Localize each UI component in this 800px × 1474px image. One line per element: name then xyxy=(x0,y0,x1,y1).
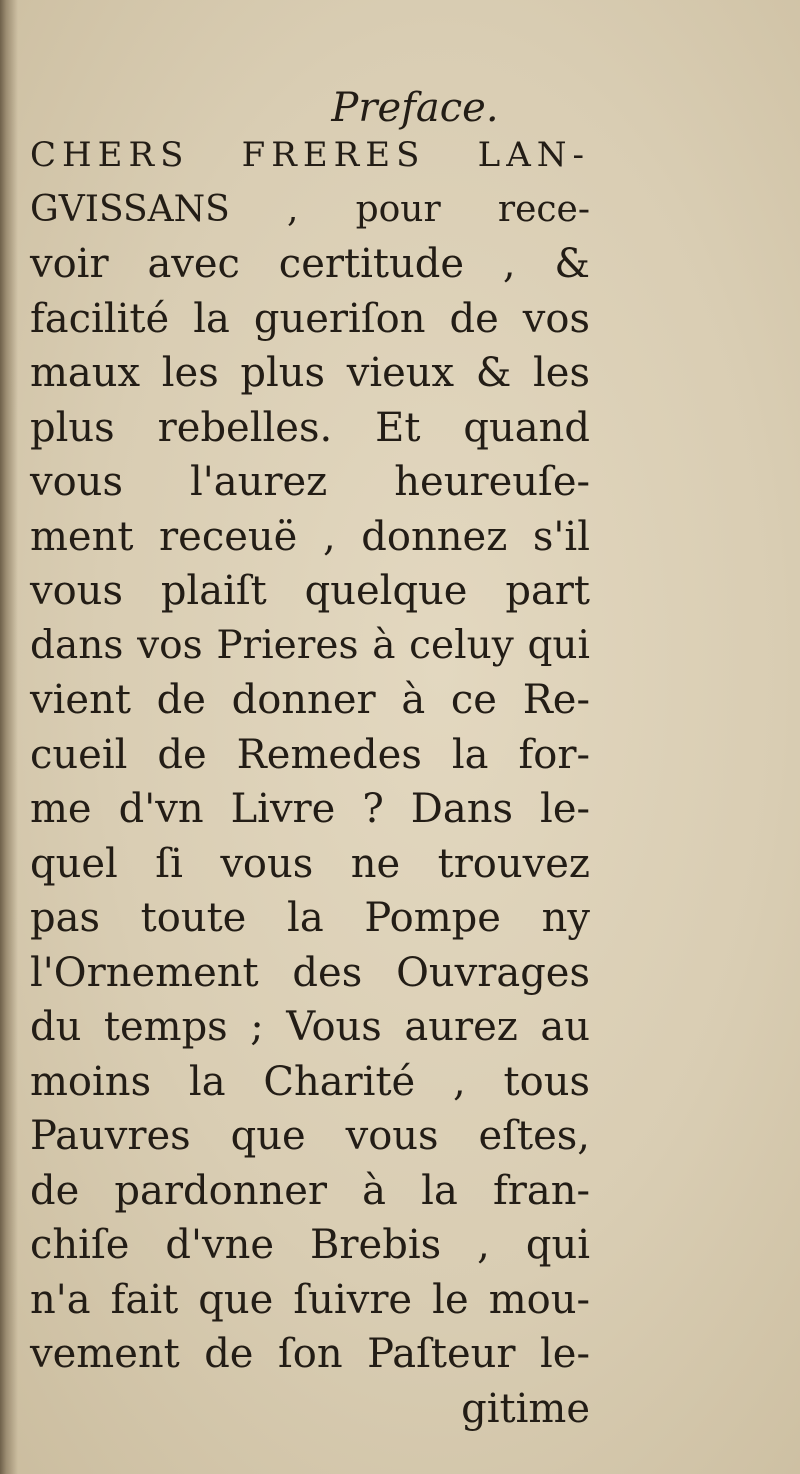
text-line: CHERS FRERES LAN- xyxy=(30,135,590,175)
text-line: plus rebelles. Et quand xyxy=(30,404,590,451)
text-line: vement de ſon Paſteur le- xyxy=(30,1331,590,1377)
running-header: Preface. xyxy=(331,85,499,131)
text-line: vous l'aurez heureuſe- xyxy=(30,459,590,505)
binding-shadow xyxy=(0,0,18,1474)
text-line: de pardonner à la fran- xyxy=(30,1167,590,1214)
text-line: GVISSANS , pour rece- xyxy=(30,188,590,230)
text-line: du temps ; Vous aurez au xyxy=(30,1004,590,1050)
catchword: gitime xyxy=(461,1385,590,1432)
text-line: me d'vn Livre ? Dans le- xyxy=(30,786,590,832)
text-line: moins la Charité , tous xyxy=(30,1058,590,1105)
text-line: maux les plus vieux & les xyxy=(30,350,590,396)
text-line: ment receuë , donnez s'il xyxy=(30,513,590,560)
body-text xyxy=(30,128,590,1436)
text-line: vous plaiſt quelque part xyxy=(30,568,590,614)
text-line: voir avec certitude , & xyxy=(30,241,590,287)
text-line: dans vos Prieres à celuy qui xyxy=(30,622,590,668)
text-line: vient de donner à ce Re- xyxy=(30,677,590,723)
text-line: Pauvres que vous eſtes, xyxy=(30,1113,590,1159)
text-line: facilité la gueriſon de vos xyxy=(30,295,590,342)
text-line: chiſe d'vne Brebis , qui xyxy=(30,1222,590,1268)
text-line: pas toute la Pompe ny xyxy=(30,895,590,941)
text-line: n'a fait que ſuivre le mou- xyxy=(30,1276,590,1323)
text-line: l'Ornement des Ouvrages xyxy=(30,949,590,996)
text-line: quel ſi vous ne trouvez xyxy=(30,840,590,887)
text-line: cueil de Remedes la for- xyxy=(30,731,590,778)
